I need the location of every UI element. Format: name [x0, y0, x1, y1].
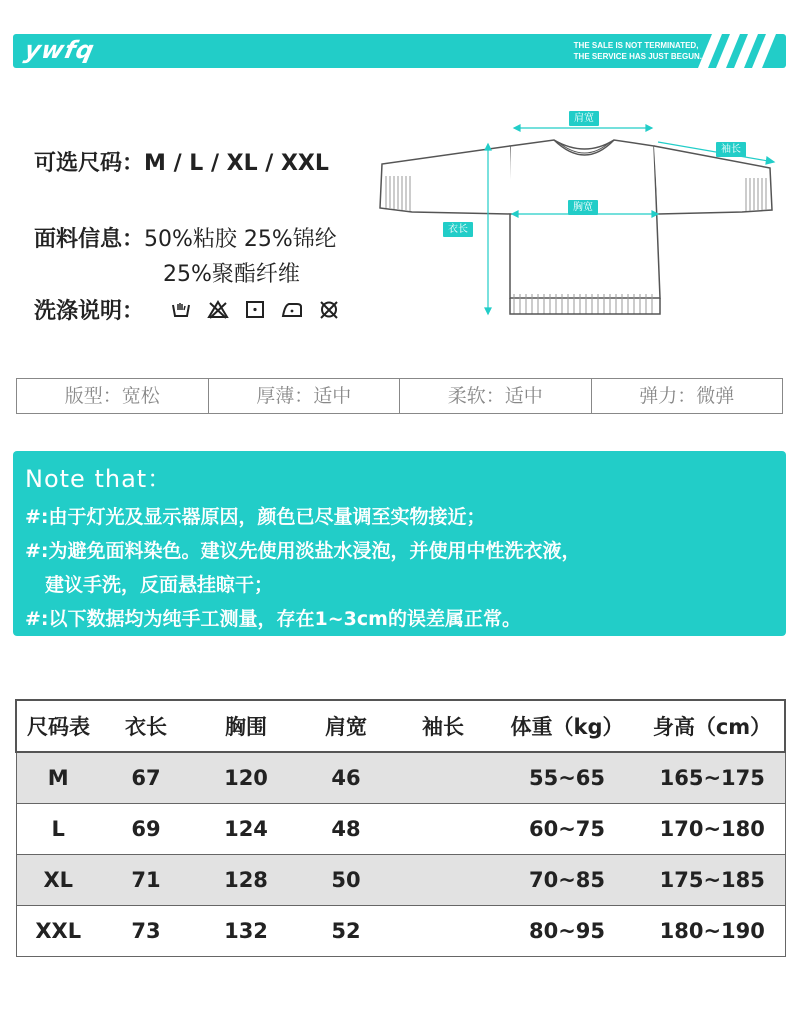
cell-size: L — [51, 817, 65, 841]
attr-softness: 柔软：适中 — [400, 379, 592, 413]
banner-slogan — [574, 40, 702, 62]
header-height: 身高（cm） — [652, 715, 772, 739]
cell-sleeve — [392, 855, 494, 906]
cell-length: 69 — [131, 817, 161, 841]
fabric-value-2: 25%聚酯纤维 — [163, 262, 300, 287]
cell-shoulder: 46 — [331, 766, 361, 790]
size-table — [15, 699, 786, 957]
cell-height: 180~190 — [659, 919, 765, 943]
header-size: 尺码表 — [27, 715, 90, 739]
stripes-decoration-icon — [698, 34, 780, 68]
header-weight: 体重（kg） — [510, 715, 624, 739]
brand-logo: ywfq — [22, 36, 98, 64]
hand-wash-icon — [170, 298, 192, 320]
header-shoulder: 肩宽 — [325, 715, 367, 739]
no-bleach-icon — [207, 298, 229, 320]
chest-width-tag: 胸宽 — [568, 200, 598, 215]
table-header-row — [16, 700, 785, 752]
slogan-line-1: THE SALE IS NOT TERMINATED, — [573, 41, 699, 50]
header-sleeve: 袖长 — [422, 715, 464, 739]
header-length: 衣长 — [125, 715, 167, 739]
sweater-diagram — [372, 108, 792, 338]
no-dry-clean-icon — [318, 298, 340, 320]
table-row — [16, 804, 785, 855]
note-line-3: 建议手洗，反面悬挂晾干； — [45, 574, 274, 596]
cell-sleeve — [392, 752, 494, 804]
note-line-4: #:以下数据均为纯手工测量，存在1~3cm的误差属正常。 — [25, 608, 521, 630]
slogan-line-2: THE SERVICE HAS JUST BEGUN. — [573, 52, 702, 61]
cell-weight: 70~85 — [528, 868, 606, 892]
cell-weight: 80~95 — [528, 919, 606, 943]
body-length-tag: 衣长 — [443, 222, 473, 237]
cell-sleeve — [392, 906, 494, 957]
wash-label: 洗涤说明： — [34, 299, 145, 324]
cell-size: XXL — [35, 919, 82, 943]
fabric-label: 面料信息： — [34, 227, 145, 252]
note-line-1: #:由于灯光及显示器原因，颜色已尽量调至实物接近； — [25, 506, 486, 528]
cell-height: 175~185 — [659, 868, 765, 892]
note-line-2: #:为避免面料染色。建议先使用淡盐水浸泡，并使用中性洗衣液， — [25, 540, 581, 562]
available-sizes — [34, 146, 329, 177]
attr-fit: 版型：宽松 — [17, 379, 209, 413]
header-chest: 胸围 — [225, 715, 267, 739]
cell-length: 73 — [131, 919, 161, 943]
shoulder-width-tag: 肩宽 — [569, 111, 599, 126]
attr-elasticity: 弹力：微弹 — [639, 385, 735, 407]
cell-size: XL — [43, 868, 74, 892]
cell-length: 67 — [131, 766, 161, 790]
note-title: Note that： — [25, 465, 173, 493]
cell-height: 165~175 — [659, 766, 765, 790]
cell-length: 71 — [131, 868, 161, 892]
sizes-value: M / L / XL / XXL — [144, 151, 329, 176]
table-row — [16, 752, 785, 804]
table-row — [16, 906, 785, 957]
wash-icons — [170, 298, 340, 320]
cell-size: M — [47, 766, 69, 790]
sizes-label: 可选尺码： — [34, 151, 145, 176]
attributes-row — [16, 378, 783, 414]
cell-chest: 124 — [224, 817, 268, 841]
cell-sleeve — [392, 804, 494, 855]
cell-shoulder: 50 — [331, 868, 361, 892]
cell-shoulder: 48 — [331, 817, 361, 841]
cell-shoulder: 52 — [331, 919, 361, 943]
cell-chest: 128 — [224, 868, 268, 892]
tumble-dry-icon — [244, 298, 266, 320]
cell-weight: 60~75 — [528, 817, 606, 841]
fabric-info — [34, 222, 337, 253]
cell-chest: 132 — [224, 919, 268, 943]
sleeve-length-tag: 袖长 — [716, 142, 746, 157]
header-banner — [13, 34, 786, 68]
note-box — [13, 451, 786, 636]
cell-height: 170~180 — [659, 817, 765, 841]
table-row — [16, 855, 785, 906]
cell-weight: 55~65 — [528, 766, 606, 790]
cell-chest: 120 — [224, 766, 268, 790]
low-iron-icon — [281, 298, 303, 320]
fabric-value-1: 50%粘胶 25%锦纶 — [144, 227, 337, 252]
attr-thickness: 厚薄：适中 — [209, 379, 401, 413]
